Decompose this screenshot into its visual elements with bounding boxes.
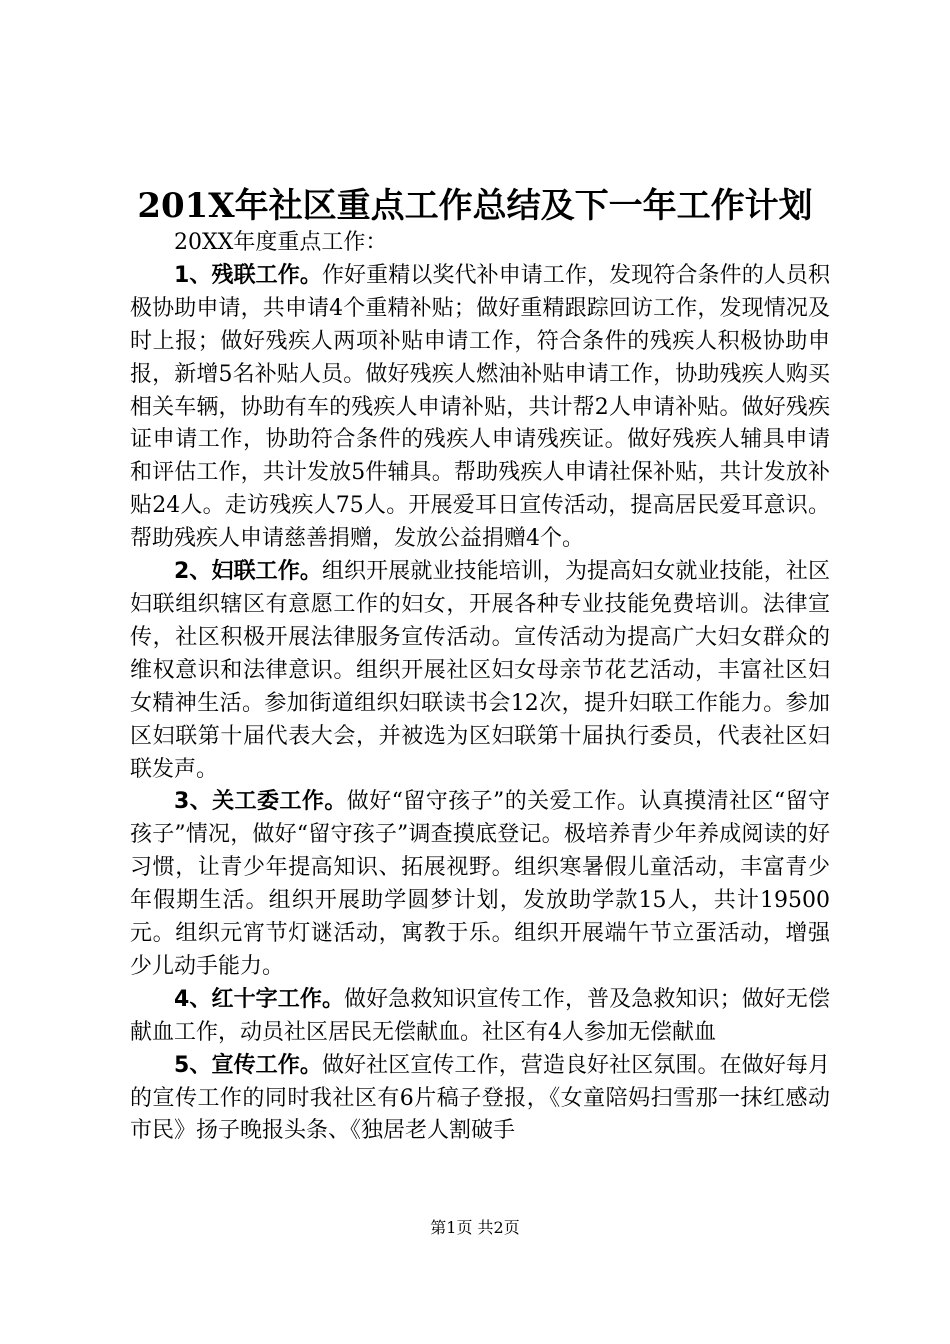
section-paragraph xyxy=(130,786,830,983)
section-paragraph xyxy=(130,260,830,556)
section-paragraph xyxy=(130,984,830,1050)
section-paragraph xyxy=(130,556,830,786)
intro-line: 20XX年度重点工作： xyxy=(174,230,388,255)
section-paragraph xyxy=(130,1050,830,1149)
section-heading: 1、残联工作。 xyxy=(174,262,322,288)
section-text: 做好“留守孩子”的关爱工作。认真摸清社区“留守孩子”情况，做好“留守孩子”调查摸底登记。极培养青少年养成阅读的好习惯，让青少年提高知识、拓展视野。组织寒暑假儿童活动，丰富青少年假期生活。组织开展助学圆梦计划，发放助学款15人，共计19500元。组织元宵节灯谜活动，寓教于乐。组织开展端午节立蛋活动，增强少儿动手能力。 xyxy=(130,789,830,979)
section-heading: 2、妇联工作。 xyxy=(174,559,322,585)
document-body xyxy=(130,227,830,1148)
page-number: 第1页 共2页 xyxy=(430,1218,520,1237)
section-heading: 3、关工委工作。 xyxy=(174,789,347,815)
document-title: 201X年社区重点工作总结及下一年工作计划 xyxy=(137,186,813,226)
section-text: 做好社区宣传工作，营造良好社区氛围。在做好每月的宣传工作的同时我社区有6片稿子登报，《女童陪妈扫雪那一抹红感动市民》扬子晚报头条、《独居老人割破手 xyxy=(130,1052,830,1144)
section-heading: 4、红十字工作。 xyxy=(174,986,345,1012)
section-heading: 5、宣传工作。 xyxy=(174,1052,322,1078)
section-text: 组织开展就业技能培训，为提高妇女就业技能，社区妇联组织辖区有意愿工作的妇女，开展各种专业技能免费培训。法律宣传，社区积极开展法律服务宣传活动。宣传活动为提高广大妇女群众的维权意识和法律意识。组织开展社区妇女母亲节花艺活动，丰富社区妇女精神生活。参加街道组织妇联读书会12次，提升妇联工作能力。参加区妇联第十届代表大会，并被选为区妇联第十届执行委员，代表社区妇联发声。 xyxy=(130,559,830,782)
section-text: 做好急救知识宣传工作，普及急救知识；做好无偿献血工作，动员社区居民无偿献血。社区有4人参加无偿献血 xyxy=(130,986,830,1045)
section-text: 作好重精以奖代补申请工作，发现符合条件的人员积极协助申请，共申请4个重精补贴；做好重精跟踪回访工作，发现情况及时上报；做好残疾人两项补贴申请工作，符合条件的残疾人积极协助申报，新增5名补贴人员。做好残疾人燃油补贴申请工作，协助残疾人购买相关车辆，协助有车的残疾人申请补贴，共计帮2人申请补贴。做好残疾证申请工作，协助符合条件的残疾人申请残疾证。做好残疾人辅具申请和评估工作，共计发放5件辅具。帮助残疾人申请社保补贴，共计发放补贴24人。走访残疾人75人。开展爱耳日宣传活动，提高居民爱耳意识。帮助残疾人申请慈善捐赠，发放公益捐赠4个。 xyxy=(130,262,830,552)
